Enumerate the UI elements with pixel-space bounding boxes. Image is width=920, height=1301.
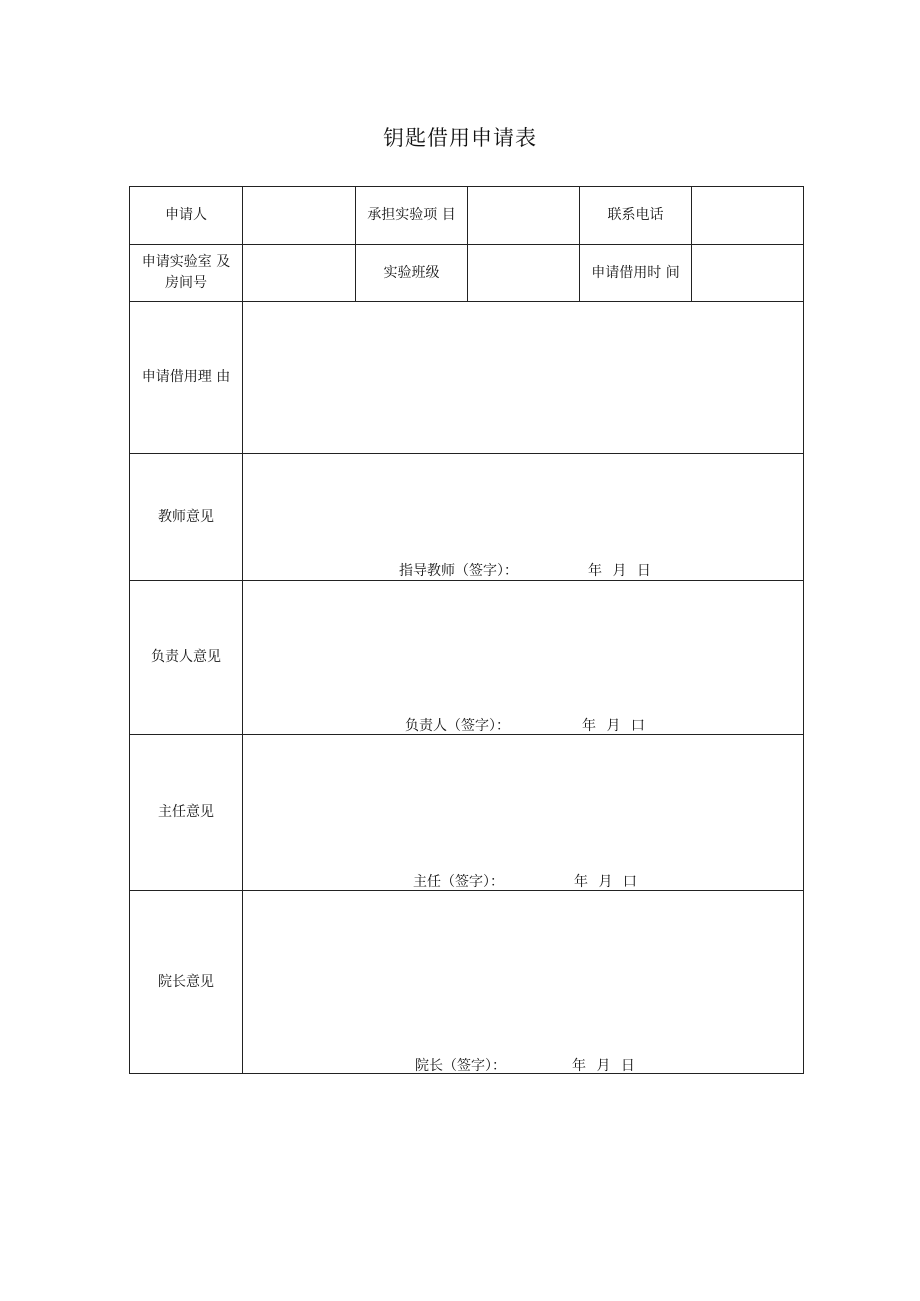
lab-room-field[interactable]	[243, 245, 355, 301]
teacher-opinion-label: 教师意见	[158, 508, 214, 525]
borrow-time-field[interactable]	[692, 245, 803, 301]
director-signature-date: 年 月 口	[574, 874, 637, 890]
dean-opinion-label: 院长意见	[158, 973, 214, 990]
class-label: 实验班级	[383, 264, 440, 281]
director-opinion-label: 主任意见	[158, 804, 214, 820]
dean-signature-label: 院长（签字）：	[415, 1058, 506, 1074]
applicant-field[interactable]	[243, 187, 355, 244]
reason-label: 申请借用理 由	[141, 369, 231, 385]
project-label: 承担实验项 目	[367, 207, 456, 223]
borrow-time-label: 申请借用时 间	[591, 264, 680, 281]
lab-room-label-line2: 房间号	[165, 275, 207, 291]
project-field[interactable]	[468, 187, 579, 244]
lab-room-label	[130, 245, 242, 301]
teacher-signature-label: 指导教师（签字）：	[399, 563, 518, 579]
director-signature-label: 主任（签字）：	[413, 874, 504, 890]
manager-signature-label: 负责人（签字）：	[405, 718, 510, 734]
dean-signature-date: 年 月 日	[572, 1058, 635, 1074]
reason-field[interactable]	[243, 302, 803, 453]
teacher-opinion-field[interactable]	[243, 454, 803, 580]
application-form	[129, 186, 804, 1074]
page-title: 钥匙借用申请表	[383, 126, 537, 150]
phone-label: 联系电话	[607, 207, 664, 223]
manager-opinion-field[interactable]	[243, 581, 803, 734]
manager-signature-date: 年 月 口	[582, 718, 645, 734]
teacher-signature-date: 年 月 日	[588, 563, 651, 579]
phone-field[interactable]	[692, 187, 803, 244]
lab-room-label-line1: 申请实验室 及	[141, 254, 231, 270]
director-opinion-field[interactable]	[243, 735, 803, 890]
applicant-label: 申请人	[165, 207, 207, 223]
manager-opinion-label: 负责人意见	[151, 649, 221, 665]
class-field[interactable]	[468, 245, 579, 301]
dean-opinion-field[interactable]	[243, 891, 803, 1073]
